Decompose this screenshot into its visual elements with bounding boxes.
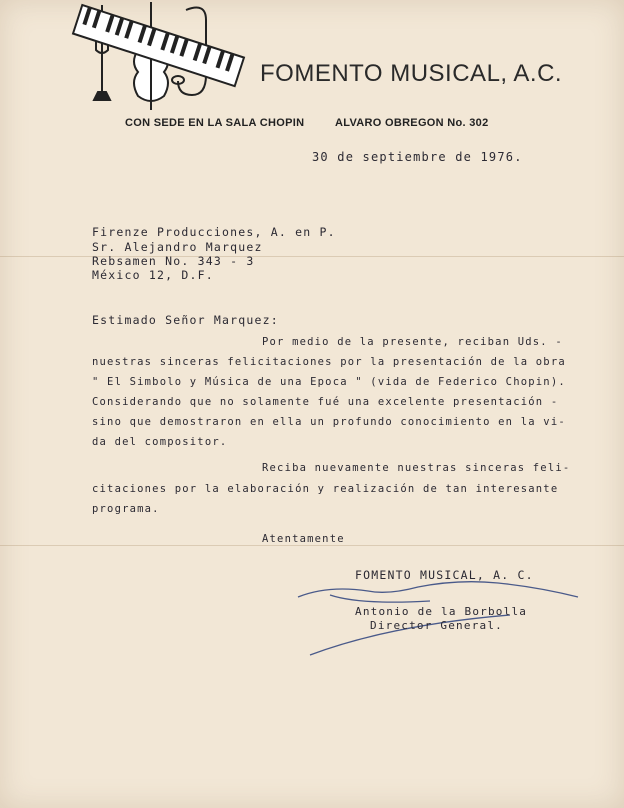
recipient-line: Firenze Producciones, A. en P. [92, 225, 336, 239]
body-line: nuestras sinceras felicitaciones por la presentación de la obra [92, 356, 566, 368]
letter-date: 30 de septiembre de 1976. [312, 150, 523, 164]
body-line: programa. [92, 503, 160, 515]
body-line: da del compositor. [92, 436, 228, 448]
signatory-title: Director General. [370, 619, 503, 632]
recipient-line: México 12, D.F. [92, 268, 214, 282]
body-line: Por medio de la presente, reciban Uds. - [262, 336, 563, 348]
salutation: Estimado Señor Marquez: [92, 313, 279, 327]
body-line: citaciones por la elaboración y realización de tan interesante [92, 483, 559, 495]
instruments-logo [66, 0, 246, 118]
fold-crease [0, 545, 624, 546]
signatory-name: Antonio de la Borbolla [355, 605, 528, 618]
address-line: ALVARO OBREGON No. 302 [335, 117, 489, 129]
body-line: sino que demostraron en ella un profundo conocimiento en la vi- [92, 416, 566, 428]
organization-title: FOMENTO MUSICAL, A.C. [260, 60, 563, 87]
recipient-line: Rebsamen No. 343 - 3 [92, 254, 255, 268]
body-line: Considerando que no solamente fué una excelente presentación - [92, 396, 559, 408]
recipient-line: Sr. Alejandro Marquez [92, 240, 263, 254]
seat-line: CON SEDE EN LA SALA CHOPIN [125, 117, 305, 129]
body-line: Reciba nuevamente nuestras sinceras feli- [262, 462, 571, 474]
body-line: " El Simbolo y Música de una Epoca " (vida de Federico Chopin). [92, 376, 566, 388]
closing: Atentamente [262, 533, 345, 545]
signature-org: FOMENTO MUSICAL, A. C. [355, 568, 534, 582]
